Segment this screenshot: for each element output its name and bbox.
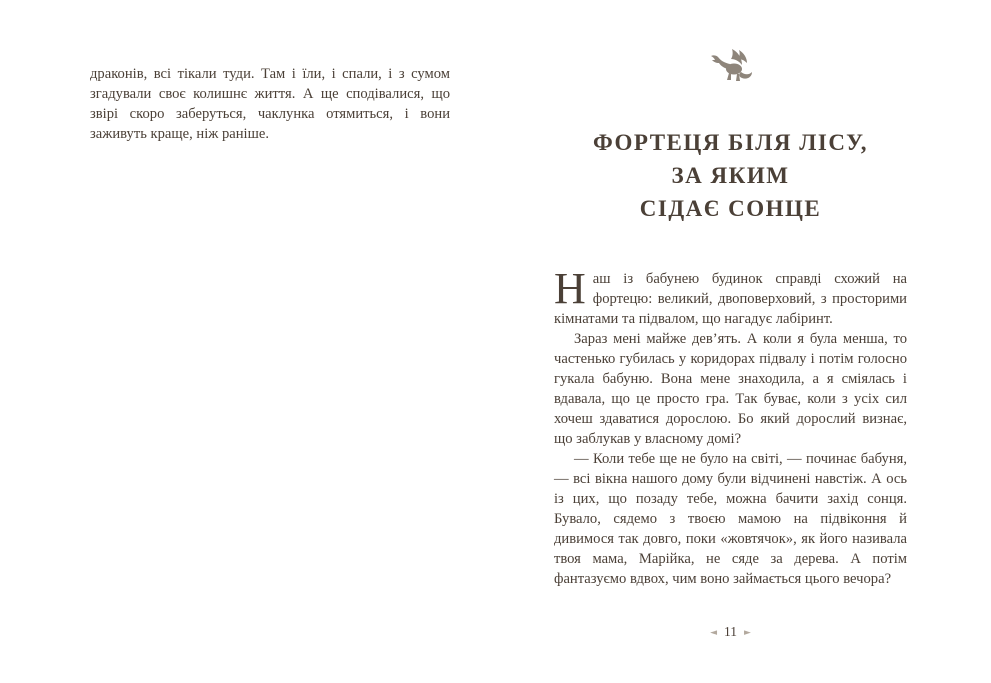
left-arrow-icon: ◄	[710, 627, 717, 638]
chapter-title-line-2: ЗА ЯКИМ	[671, 163, 790, 188]
paragraph-first-text: аш із бабунею будинок справді схожий на фортецю: великий, двоповерховий, з просторими кімнатами та підвалом, що нагадує лабіринт.	[554, 271, 907, 327]
left-page	[90, 64, 450, 144]
paragraph: — Коли тебе ще не було на світі, — починає бабуня, — всі вікна нашого дому були відчинені навстіж. А ось із цих, що позаду тебе, можна бачити захід сонця. Бувало, сядемо з твоєю мамою на підвіконня й дивимося так довго, поки «жовтячок», як його називала твоя мама, Марійка, не сяде за дерева. А потім фантазуємо вдвох, чим воно займається цього вечора?	[554, 451, 907, 587]
paragraph-first	[554, 264, 907, 329]
page-number: 11	[724, 624, 737, 639]
left-page-paragraph: драконів, всі тікали туди. Там і їли, і спали, і з сумом згадували своє колишнє життя. А ще сподівалися, що звірі скоро заберуться, чаклунка отямиться, і вони заживуть краще, ніж раніше.	[90, 66, 450, 142]
chapter-body	[554, 264, 907, 589]
dragon-icon	[554, 48, 907, 88]
right-page	[554, 48, 907, 640]
paragraph: Зараз мені майже дев’ять. А коли я була менша, то частенько губилась у коридорах підвалу і потім голосно гукала бабуню. Вона мене знаходила, а я сміялась і вдавала, що це просто гра. Так буває, коли з усіх сил хочеш здаватися дорослою. Бо який дорослий визнає, що заблукав у власному домі?	[554, 331, 907, 447]
page-footer	[554, 624, 907, 640]
right-arrow-icon: ►	[744, 627, 751, 638]
drop-cap: Н	[554, 264, 586, 313]
chapter-title-line-1: ФОРТЕЦЯ БІЛЯ ЛІСУ,	[592, 130, 869, 155]
chapter-title-line-3: СІДАЄ СОНЦЕ	[639, 196, 822, 221]
chapter-title	[554, 126, 907, 225]
